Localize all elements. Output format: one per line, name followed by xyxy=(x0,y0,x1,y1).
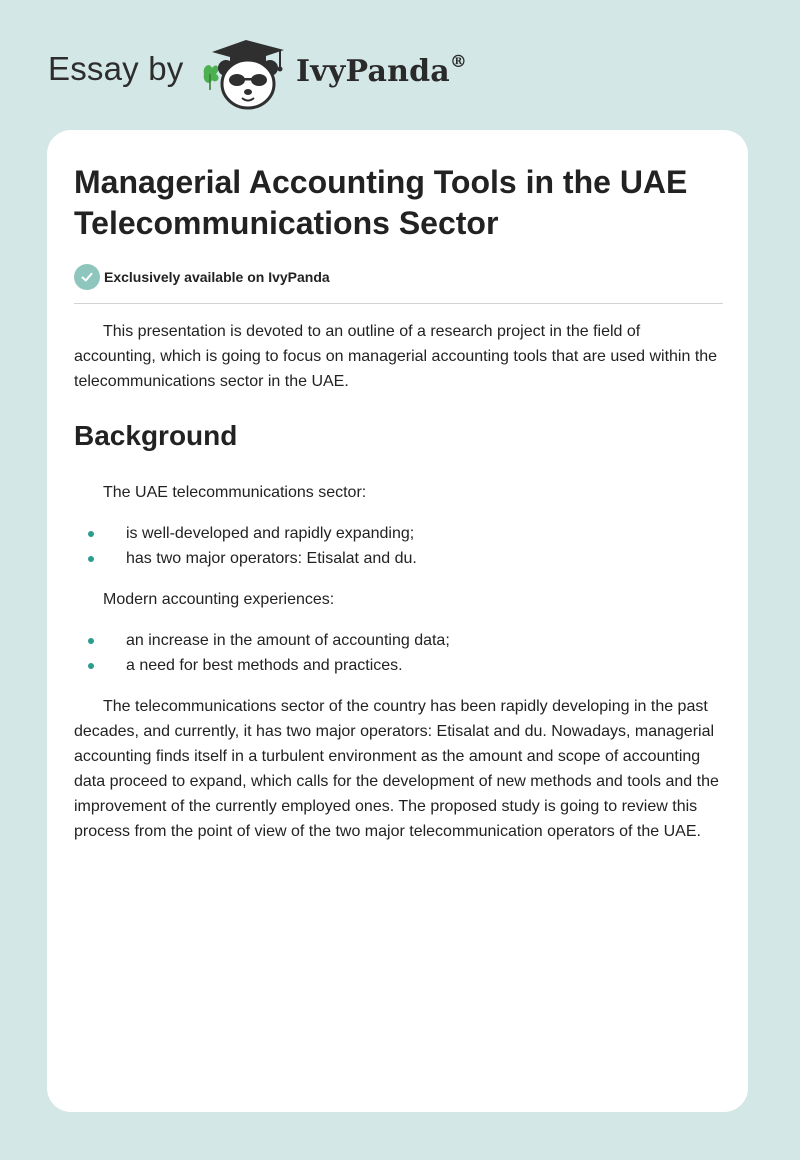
section-heading: Background xyxy=(74,420,238,451)
essay-card xyxy=(47,130,748,1112)
page-title: Managerial Accounting Tools in the UAE Telecommunications Sector xyxy=(74,164,688,241)
intro-paragraph: This presentation is devoted to an outline of a research project in the field of accounting, which is going to focus on managerial accounting tools that are used within the telecommunications sector in the UAE. xyxy=(74,323,718,390)
final-paragraph: The telecommunications sector of the country has been rapidly developing in the past decades, and currently, it has two major operators: Etisalat and du. Nowadays, managerial accounting finds itself in a turbulent environment as the amount and scope of accounting data proceed to expand, which calls for the development of new methods and tools and the improvement of the currently employed ones. The proposed study is going to review this process from the point of view of the two major telecommunication operators of the UAE. xyxy=(74,698,719,840)
bullet-dot xyxy=(88,531,94,537)
brand-text: IvyPanda xyxy=(296,54,450,89)
divider xyxy=(74,303,723,304)
bullet-list-1 xyxy=(74,521,724,571)
list-item xyxy=(74,521,724,546)
list-item-text: has two major operators: Etisalat and du. xyxy=(126,550,417,567)
list-item xyxy=(74,628,724,653)
list-lead-1: The UAE telecommunications sector: xyxy=(103,484,367,501)
list-item xyxy=(74,546,724,571)
essay-by-label: Essay by xyxy=(48,50,184,87)
essay-body xyxy=(74,319,724,844)
site-header xyxy=(48,34,508,114)
brand-name[interactable] xyxy=(296,54,467,89)
exclusive-badge xyxy=(74,264,330,290)
list-lead-2: Modern accounting experiences: xyxy=(103,591,335,608)
bullet-dot xyxy=(88,638,94,644)
registered-mark: ® xyxy=(449,52,468,72)
ivypanda-logo-icon[interactable] xyxy=(200,34,292,110)
bullet-dot xyxy=(88,663,94,669)
list-item xyxy=(74,653,724,678)
list-item-text: an increase in the amount of accounting data; xyxy=(126,632,450,649)
check-icon xyxy=(74,264,100,290)
bullet-dot xyxy=(88,556,94,562)
list-item-text: a need for best methods and practices. xyxy=(126,657,403,674)
bullet-list-2 xyxy=(74,628,724,678)
badge-text: Exclusively available on IvyPanda xyxy=(104,269,330,285)
list-item-text: is well-developed and rapidly expanding; xyxy=(126,525,415,542)
